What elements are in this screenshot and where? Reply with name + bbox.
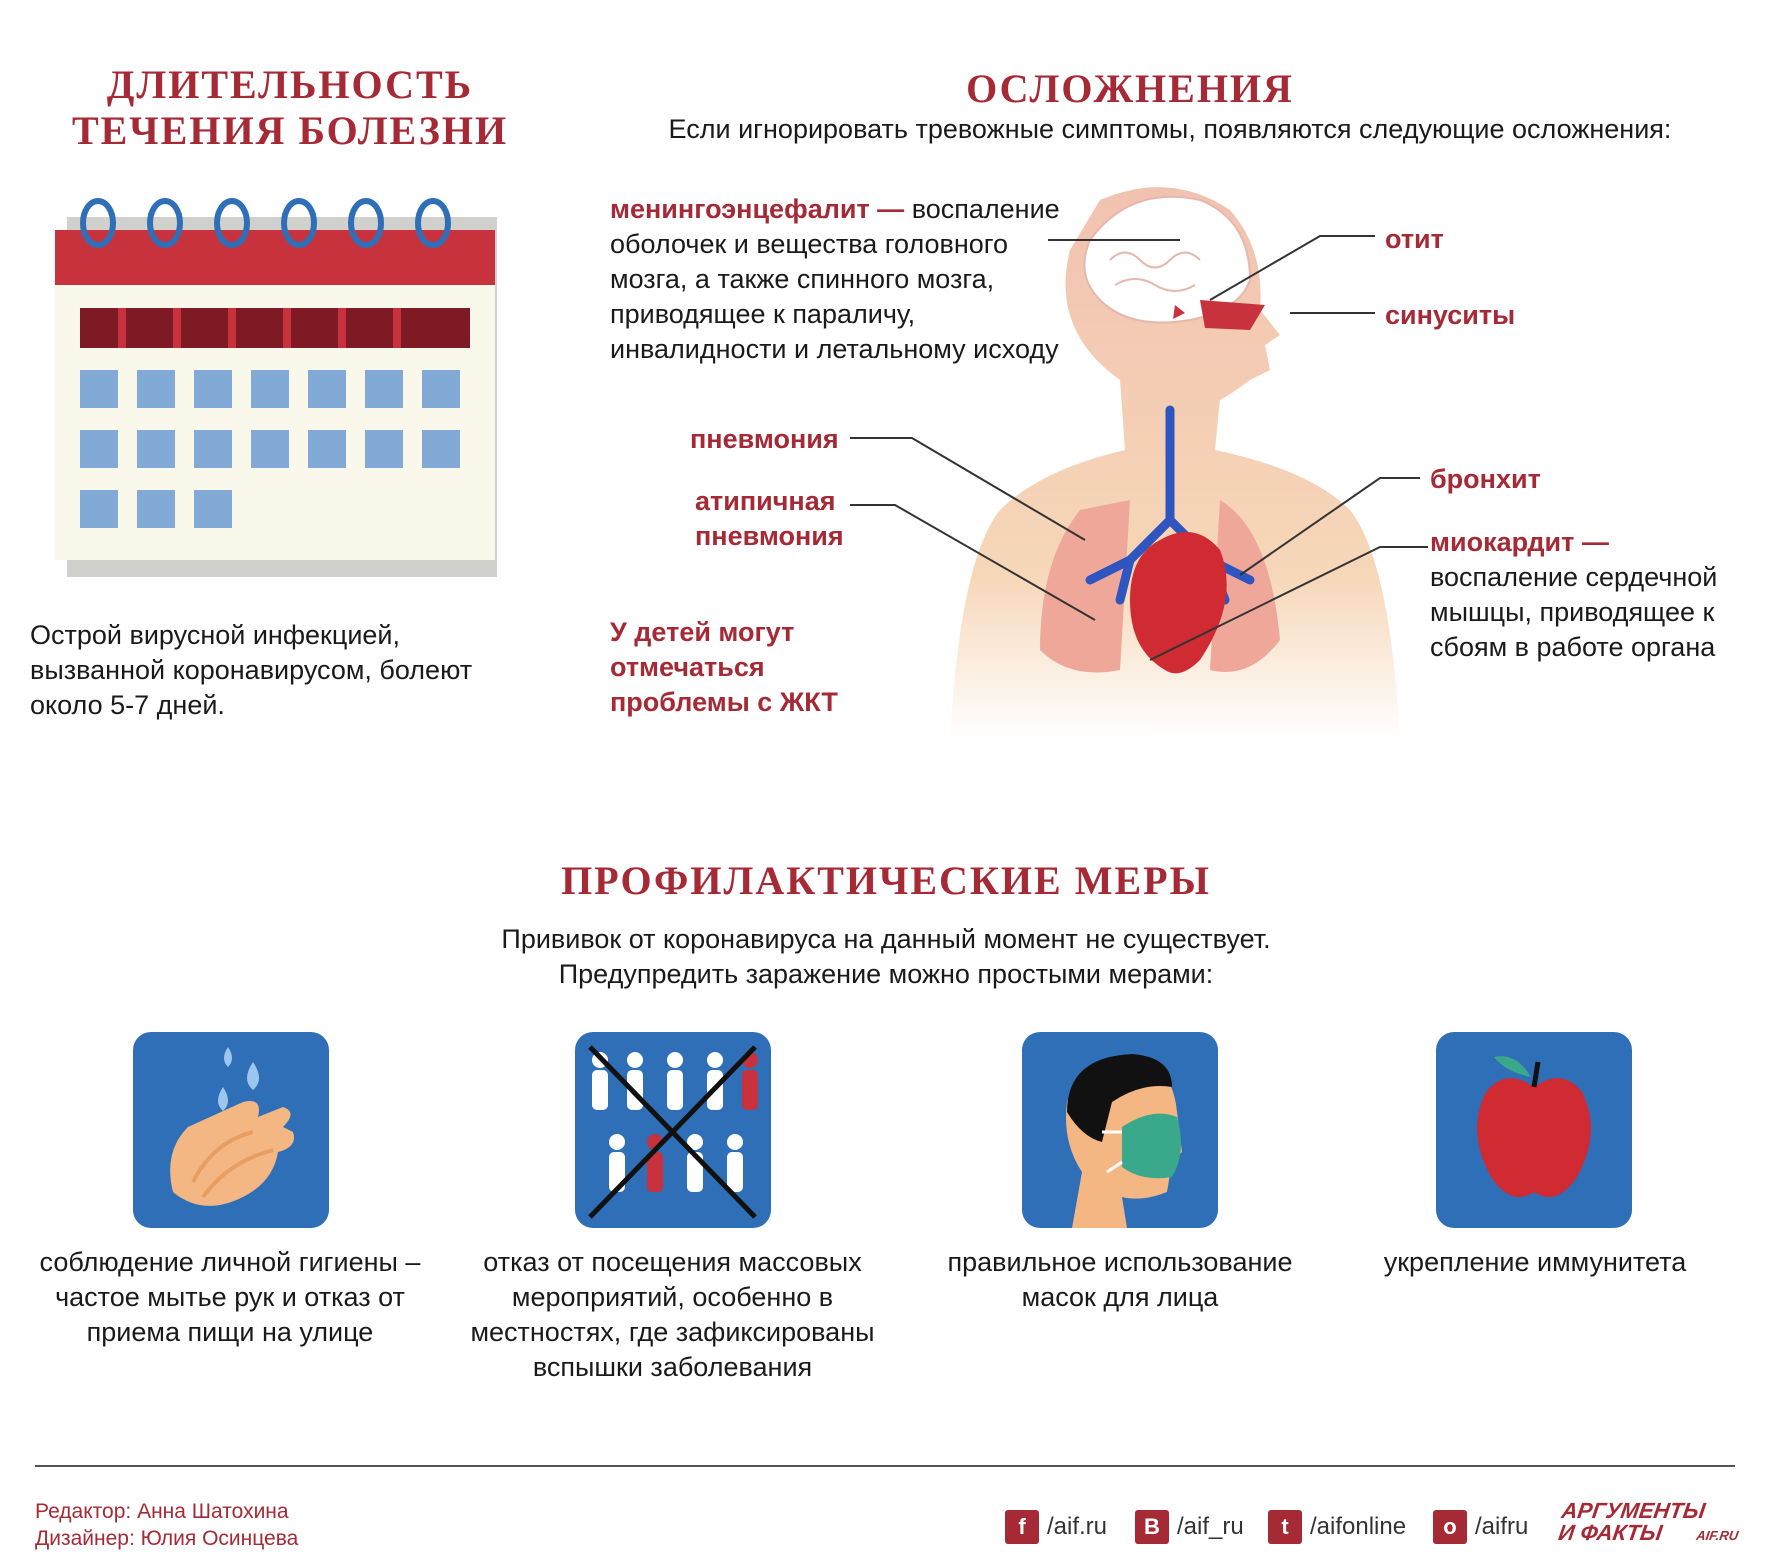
sinusitis-label: синуситы: [1385, 300, 1516, 330]
duration-title-line2: ТЕЧЕНИЯ БОЛЕЗНИ: [71, 108, 509, 153]
meningo-desc: воспаление оболочек и вещества головного мозга, а также спинного мозга, приводящее к параличу, инвалидности и летальному исходу: [610, 194, 1060, 364]
hand-washing-icon: [133, 1032, 329, 1228]
editor-credit: Редактор: Анна Шатохина: [35, 1500, 289, 1523]
meningo-term: менингоэнцефалит —: [610, 194, 905, 224]
logo-site: AIF.RU: [1695, 1528, 1740, 1543]
credits: [35, 1498, 298, 1552]
crowd-crossed-caption: отказ от посещения массовых мероприятий, особенно в местностях, где зафиксированы вспышки заболевания: [470, 1247, 875, 1382]
vk-handle: /aif_ru: [1177, 1513, 1244, 1540]
bronchitis-label: бронхит: [1430, 464, 1541, 494]
atypical-pneumonia-label: [695, 484, 844, 554]
twitter-icon: t: [1268, 1510, 1302, 1544]
social-vk[interactable]: [1135, 1510, 1244, 1544]
face-mask-icon: [1022, 1032, 1218, 1228]
odnoklassniki-icon: о: [1433, 1510, 1467, 1544]
children-note: У детей могут отмечаться проблемы с ЖКТ: [610, 617, 838, 717]
social-odnoklassniki[interactable]: [1433, 1510, 1528, 1544]
odnoklassniki-handle: /aifru: [1475, 1513, 1529, 1540]
prevention-line1: Прививок от коронавируса на данный момент не существует.: [501, 924, 1271, 954]
apple-caption: укрепление иммунитета: [1383, 1247, 1687, 1277]
myocarditis-term: миокардит —: [1430, 527, 1609, 557]
facebook-handle: /aif.ru: [1047, 1513, 1108, 1540]
myocarditis-desc: воспаление сердечной мышцы, приводящее к сбоям в работе органа: [1430, 562, 1718, 662]
prevention-title: ПРОФИЛАКТИЧЕСКИЕ МЕРЫ: [561, 858, 1211, 903]
vk-icon: В: [1135, 1510, 1169, 1544]
complications-subtitle: Если игнорировать тревожные симптомы, появляются следующие осложнения:: [668, 114, 1672, 144]
logo-line2: И ФАКТЫ: [1556, 1520, 1664, 1545]
meningo-label: [610, 192, 1080, 367]
atypical-line1: атипичная: [695, 486, 836, 516]
logo-line1: АРГУМЕНТЫ: [1560, 1498, 1707, 1523]
hand-washing-caption: соблюдение личной гигиены – частое мытье рук и отказ от приема пищи на улице: [39, 1247, 421, 1347]
pneumonia-label: пневмония: [690, 424, 839, 454]
duration-title-line1: ДЛИТЕЛЬНОСТЬ: [106, 62, 474, 107]
social-facebook[interactable]: [1005, 1510, 1107, 1544]
duration-text: Острой вирусной инфекцией, вызванной коронавирусом, болеют около 5-7 дней.: [30, 620, 473, 720]
crowd-crossed-icon: [575, 1032, 771, 1228]
footer-divider: [35, 1465, 1735, 1467]
face-mask-caption: правильное использование масок для лица: [947, 1247, 1293, 1312]
facebook-icon: f: [1005, 1510, 1039, 1544]
aif-logo: [1557, 1500, 1744, 1547]
social-twitter[interactable]: [1268, 1510, 1406, 1544]
complications-title: ОСЛОЖНЕНИЯ: [966, 66, 1294, 111]
twitter-handle: /aifonline: [1310, 1513, 1407, 1540]
prevention-line2: Предупредить заражение можно простыми мерами:: [558, 959, 1214, 989]
otitis-label: отит: [1385, 224, 1444, 254]
atypical-line2: пневмония: [695, 521, 844, 551]
myocarditis-label: [1430, 525, 1750, 665]
apple-icon: [1436, 1032, 1632, 1228]
designer-credit: Дизайнер: Юлия Осинцева: [35, 1527, 299, 1550]
